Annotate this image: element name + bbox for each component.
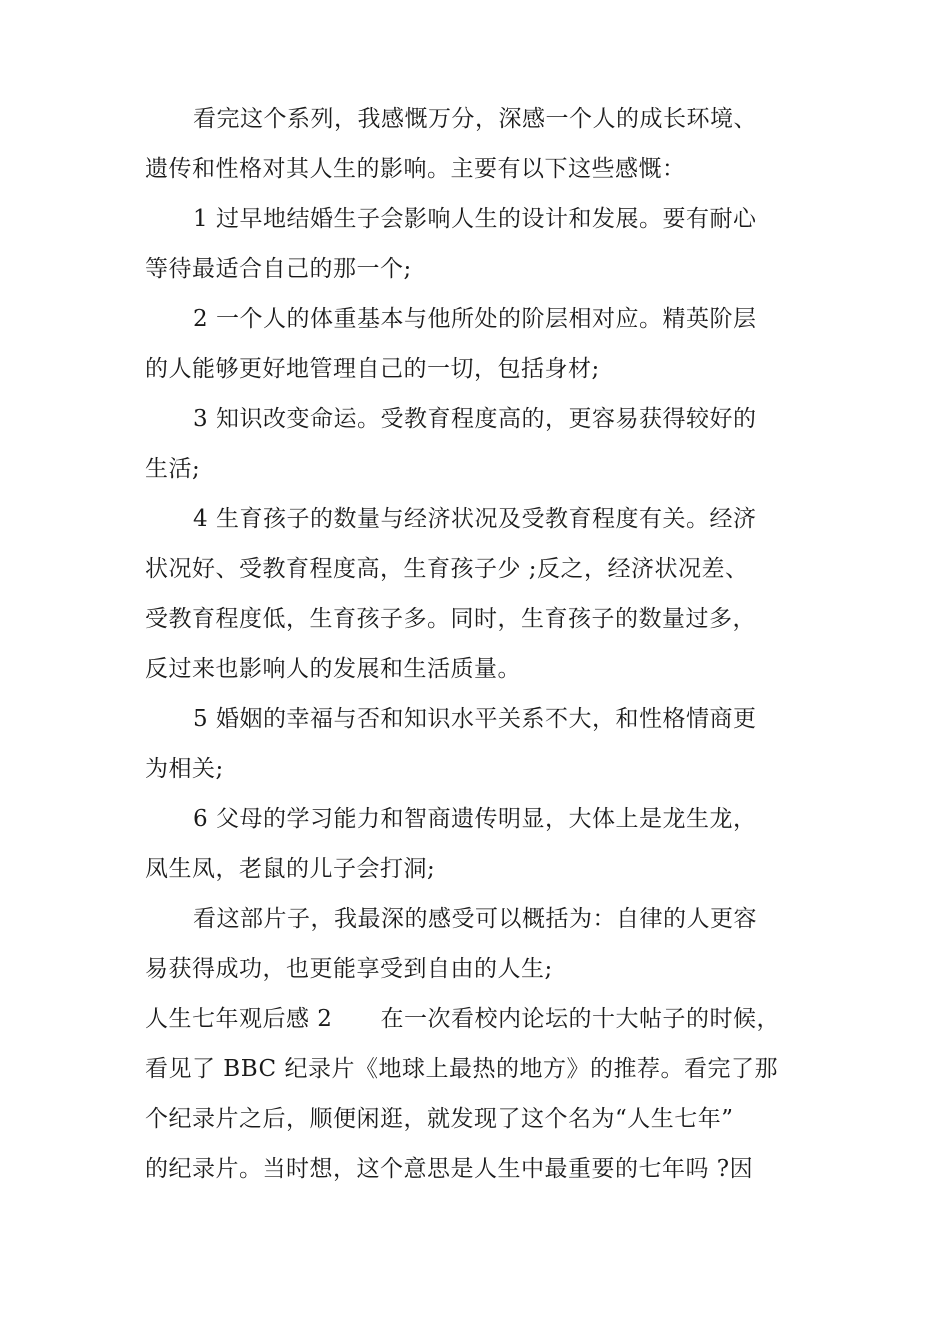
paragraph-line: 状况好、受教育程度高，生育孩子少 ;反之，经济状况差、	[145, 556, 749, 582]
body-text	[145, 94, 825, 1194]
section-2-first-line	[145, 994, 825, 1044]
paragraph-line: 反过来也影响人的发展和生活质量。	[145, 656, 521, 682]
paragraph-line: 的人能够更好地管理自己的一切，包括身材;	[145, 356, 600, 382]
paragraph-line: 为相关;	[145, 756, 224, 782]
paragraph-line: 看这部片子，我最深的感受可以概括为：自律的人更容	[193, 906, 757, 932]
paragraph-line: 易获得成功，也更能享受到自由的人生;	[145, 956, 553, 982]
section-2-title: 人生七年观后感 2	[145, 1006, 333, 1032]
paragraph-line: 2 一个人的体重基本与他所处的阶层相对应。精英阶层	[193, 306, 757, 332]
paragraph-line: 的纪录片。当时想，这个意思是人生中最重要的七年吗 ?因	[145, 1156, 754, 1182]
paragraph-line: 3 知识改变命运。受教育程度高的，更容易获得较好的	[193, 406, 757, 432]
paragraph-line: 看见了 BBC 纪录片《地球上最热的地方》的推荐。看完了那	[145, 1056, 778, 1082]
paragraph-line: 5 婚姻的幸福与否和知识水平关系不大，和性格情商更	[193, 706, 757, 732]
paragraph-line: 6 父母的学习能力和智商遗传明显，大体上是龙生龙，	[193, 806, 757, 832]
paragraph-line: 凤生凤，老鼠的儿子会打洞;	[145, 856, 436, 882]
paragraph-line: 生活;	[145, 456, 201, 482]
paragraph-line: 个纪录片之后，顺便闲逛，就发现了这个名为“人生七年”	[145, 1106, 734, 1132]
section-2-opening-text: 在一次看校内论坛的十大帖子的时候，	[380, 1006, 780, 1032]
paragraph-line: 受教育程度低，生育孩子多。同时，生育孩子的数量过多，	[145, 606, 756, 632]
paragraph-line: 遗传和性格对其人生的影响。主要有以下这些感慨：	[145, 156, 686, 182]
paragraph-line: 1 过早地结婚生子会影响人生的设计和发展。要有耐心	[193, 206, 757, 232]
paragraph-line: 4 生育孩子的数量与经济状况及受教育程度有关。经济	[193, 506, 757, 532]
paragraph-line: 等待最适合自己的那一个;	[145, 256, 412, 282]
paragraph-line: 看完这个系列，我感慨万分，深感一个人的成长环境、	[193, 106, 757, 132]
